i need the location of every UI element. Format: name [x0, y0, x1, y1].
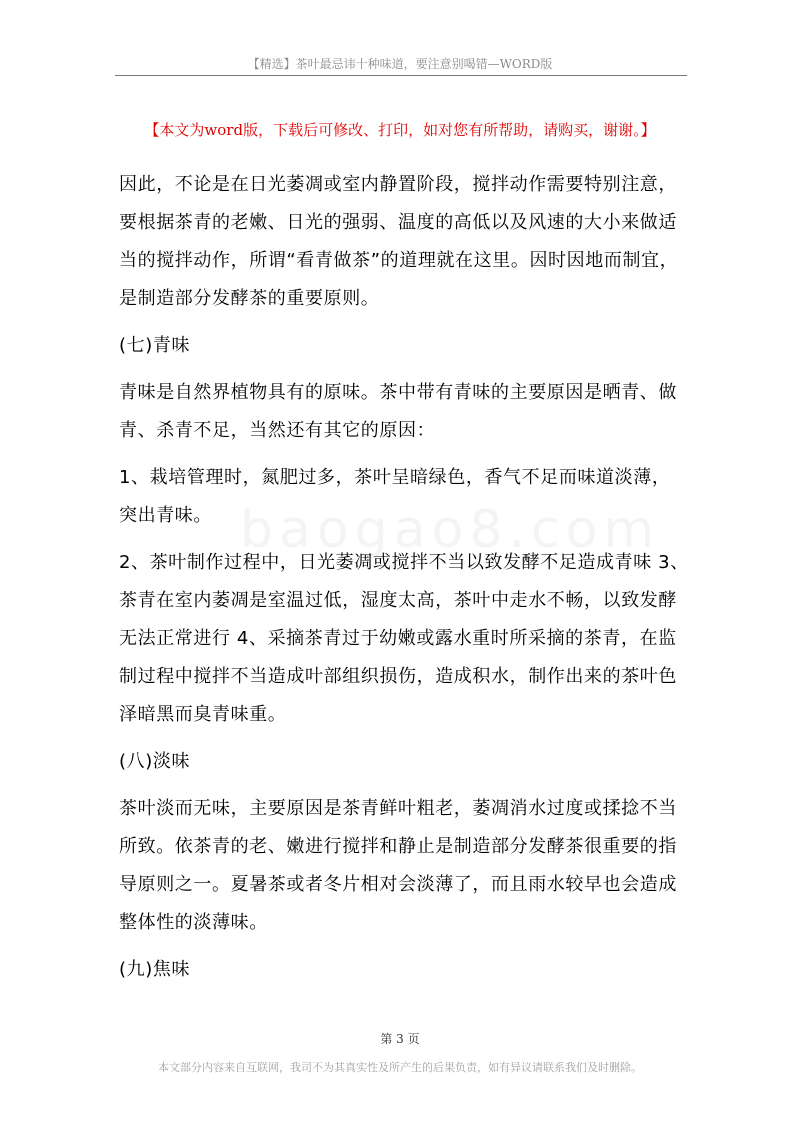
paragraph-stirring: 因此，不论是在日光萎凋或室内静置阶段，搅拌动作需要特别注意，要根据茶青的老嫩、日光的强弱、温度的高低以及风速的大小来做适当的搅拌动作，所谓“看青做茶”的道理就在这里。因时因地而制宜，是制造部分发酵茶的重要原则。 [119, 174, 679, 309]
heading-qing-wei: (七)青味 [119, 335, 191, 356]
paragraph-dan-wei: 茶叶淡而无味，主要原因是茶青鲜叶粗老，萎凋消水过度或揉捻不当所致。依茶青的老、嫩进行搅拌和静止是制造部分发酵茶很重要的指导原则之一。夏暑茶或者冬片相对会淡薄了，而且雨水较早也会造成整体性的淡薄味。 [119, 798, 677, 933]
page-header: 【精选】茶叶最忌讳十种味道，要注意别喝错—WORD版 [247, 57, 553, 71]
page-footer: 本文部分内容来自互联网，我司不为其真实性及所产生的后果负责，如有异议请联系我们及时删除。 [158, 1061, 642, 1074]
purchase-notice: 【本文为word版，下载后可修改、打印，如对您有所帮助，请购买，谢谢。】 [144, 121, 656, 139]
page-number: 第 3 页 [380, 1032, 420, 1046]
watermark: baogao8.com [240, 500, 661, 560]
heading-jiao-wei: (九)焦味 [119, 959, 191, 980]
paragraph-qing-wei-intro: 青味是自然界植物具有的原味。茶中带有青味的主要原因是晒青、做青、杀青不足，当然还有其它的原因： [119, 382, 677, 441]
list-item-2: 2、茶叶制作过程中，日光萎凋或搅拌不当以致发酵不足造成青味 3、茶青在室内萎凋是室温过低，湿度太高，茶叶中走水不畅，以致发酵无法正常进行 4、采摘茶青过于幼嫩或露水重时所采摘的茶青，在监制过程中搅拌不当造成叶部组织损伤，造成积水，制作出来的茶叶色泽暗黑而臭青味重。 [119, 552, 689, 725]
heading-dan-wei: (八)淡味 [119, 751, 191, 772]
header-divider [115, 75, 687, 76]
list-item-1: 1、栽培管理时，氮肥过多，茶叶呈暗绿色，香气不足而味道淡薄，突出青味。 [119, 467, 671, 526]
document-body [119, 166, 689, 998]
